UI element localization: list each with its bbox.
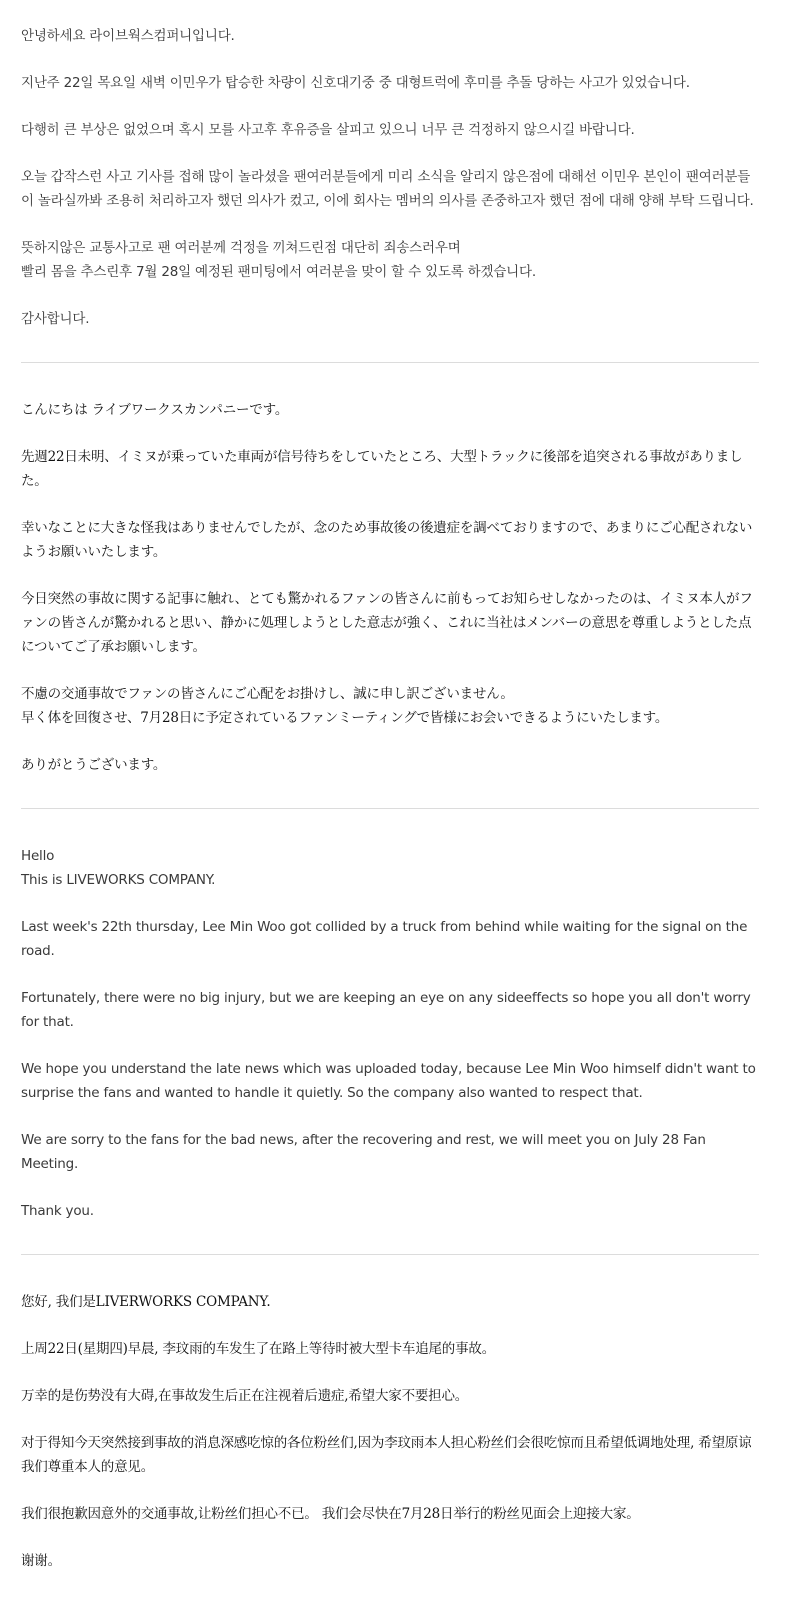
notice-chinese [21, 1290, 759, 1573]
section-divider [21, 362, 759, 363]
en-condition: Fortunately, there were no big injury, but we are keeping an eye on any sideeffects so hope you all don't worry for that. [21, 990, 751, 1030]
notice-page [21, 0, 759, 1573]
ko-thanks: 감사합니다. [21, 311, 90, 327]
ja-incident: 先週22日未明、イミヌが乗っていた車両が信号待ちをしていたところ、大型トラックに後部を追突される事故がありました。 [21, 449, 743, 489]
section-divider [21, 808, 759, 809]
section-divider [21, 1254, 759, 1255]
ja-explanation: 今日突然の事故に関する記事に触れ、とても驚かれるファンの皆さんに前もってお知らせしなかったのは、イミヌ本人がファンの皆さんが驚かれると思い、静かに処理しようとした意志が強く、これに当社はメンバーの意思を尊重しようとした点についてご了承お願いします。 [21, 591, 753, 655]
en-thanks: Thank you. [21, 1203, 94, 1219]
notice-korean [21, 24, 759, 331]
ko-condition: 다행히 큰 부상은 없었으며 혹시 모를 사고후 후유증을 살피고 있으니 너무 큰 걱정하지 않으시길 바랍니다. [21, 122, 635, 138]
zh-apology: 我们很抱歉因意外的交通事故,让粉丝们担心不已。 我们会尽快在7月28日举行的粉丝见面会上迎接大家。 [21, 1506, 640, 1522]
zh-condition: 万幸的是伤势没有大碍,在事故发生后正在注视着后遗症,希望大家不要担心。 [21, 1388, 469, 1404]
zh-greeting: 您好, 我们是LIVERWORKS COMPANY. [21, 1294, 271, 1310]
ko-apology: 뜻하지않은 교통사고로 팬 여러분께 걱정을 끼쳐드린점 대단히 죄송스러우며 빨리 몸을 추스린후 7월 28일 예정된 팬미팅에서 여러분을 맞이 할 수 있도록 하겠습니다. [21, 240, 536, 280]
ko-greeting: 안녕하세요 라이브웍스컴퍼니입니다. [21, 28, 235, 44]
ko-explanation: 오늘 갑작스런 사고 기사를 접해 많이 놀라셨을 팬여러분들에게 미리 소식을 알리지 않은점에 대해선 이민우 본인이 팬여러분들이 놀라실까봐 조용히 처리하고자 했던 의사가 컸고, 이에 회사는 멤버의 의사를 존중하고자 했던 점에 대해 양해 부탁 드립니다. [21, 169, 754, 209]
notice-english [21, 844, 759, 1223]
zh-thanks: 谢谢。 [21, 1553, 61, 1569]
notice-japanese [21, 398, 759, 777]
zh-explanation: 对于得知今天突然接到事故的消息深感吃惊的各位粉丝们,因为李玟雨本人担心粉丝们会很吃惊而且希望低调地处理, 希望原谅我们尊重本人的意见。 [21, 1435, 752, 1475]
ja-apology: 不慮の交通事故でファンの皆さんにご心配をお掛けし、誠に申し訳ございません。 早く体を回復させ、7月28日に予定されているファンミーティングで皆様にお会いできるようにいたします。 [21, 686, 669, 726]
en-apology: We are sorry to the fans for the bad news, after the recovering and rest, we will meet you on July 28 Fan Meeting. [21, 1132, 706, 1172]
zh-incident: 上周22日(星期四)早晨, 李玟雨的车发生了在路上等待时被大型卡车追尾的事故。 [21, 1341, 495, 1357]
ko-incident: 지난주 22일 목요일 새벽 이민우가 탑승한 차량이 신호대기중 중 대형트럭에 후미를 추돌 당하는 사고가 있었습니다. [21, 75, 690, 91]
ja-greeting: こんにちは ライブワークスカンパニーです。 [21, 402, 289, 418]
en-incident: Last week's 22th thursday, Lee Min Woo got collided by a truck from behind while waiting for the signal on the road. [21, 919, 748, 959]
en-explanation: We hope you understand the late news which was uploaded today, because Lee Min Woo himself didn't want to surprise the fans and wanted to handle it quietly. So the company also wanted to respect that. [21, 1061, 756, 1101]
ja-condition: 幸いなことに大きな怪我はありませんでしたが、念のため事故後の後遺症を調べておりますので、あまりにご心配されないようお願いいたします。 [21, 520, 753, 560]
ja-thanks: ありがとうございます。 [21, 757, 167, 773]
en-greeting: Hello This is LIVEWORKS COMPANY. [21, 848, 216, 888]
